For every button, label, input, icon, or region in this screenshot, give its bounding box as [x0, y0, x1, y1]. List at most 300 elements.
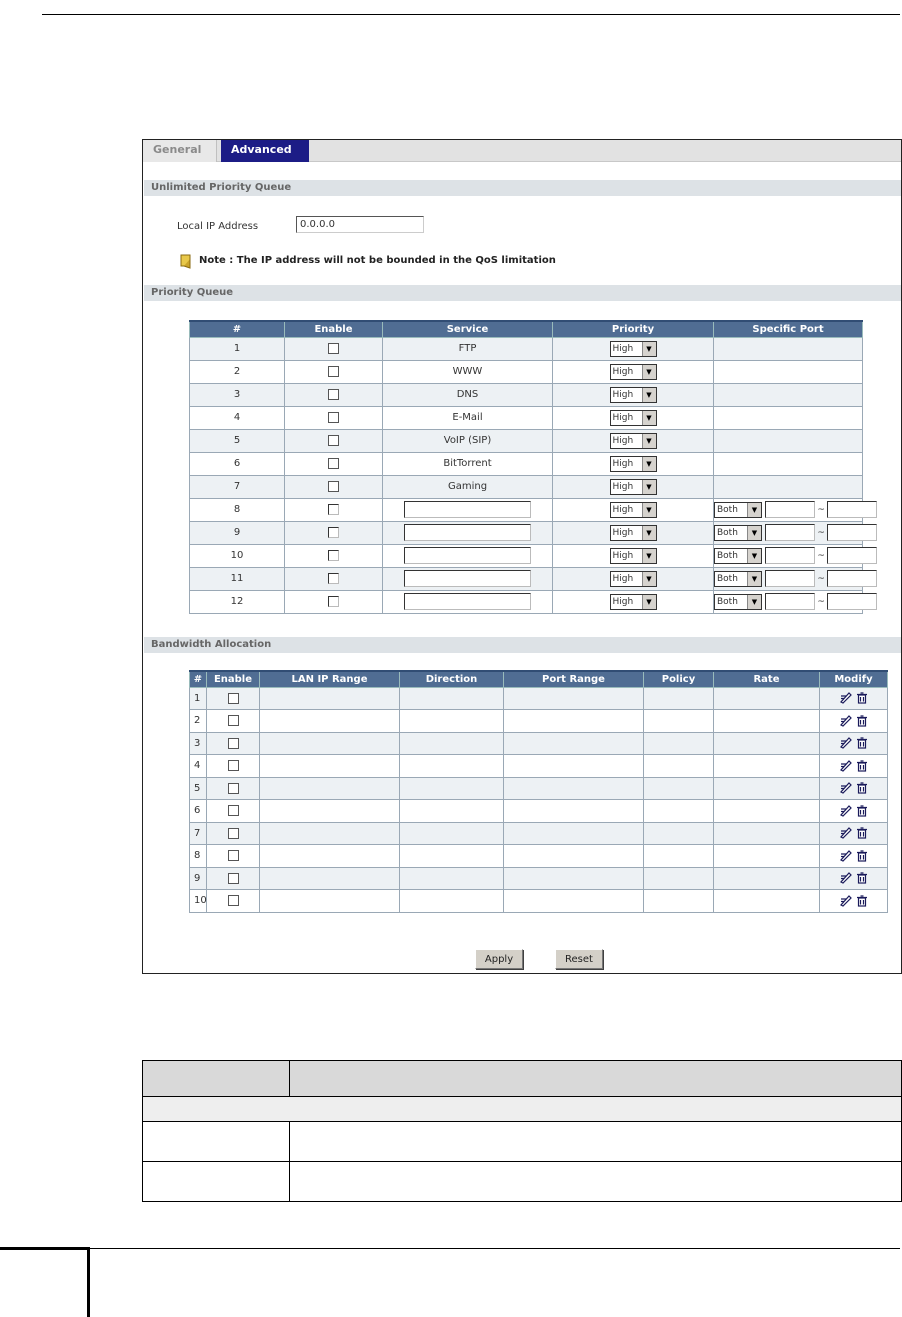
pq-row — [190, 590, 863, 613]
bw-row — [190, 687, 888, 710]
pq-row — [190, 337, 863, 360]
bw-row-policy — [644, 822, 714, 845]
pq-row — [190, 521, 863, 544]
bw-header-lan-ip-range: LAN IP Range — [260, 671, 400, 687]
bw-row-num: 8 — [190, 845, 207, 868]
pq-row — [190, 567, 863, 590]
pq-enable-checkbox[interactable] — [328, 412, 339, 423]
pq-row — [190, 429, 863, 452]
port-range-separator: ~ — [817, 504, 825, 515]
edit-icon[interactable] — [840, 872, 852, 884]
description-table — [142, 1060, 902, 1202]
bw-row-rate — [714, 845, 820, 868]
pq-enable-checkbox[interactable] — [328, 343, 339, 354]
pq-header-enable: Enable — [285, 321, 383, 337]
pq-protocol-select[interactable] — [714, 571, 762, 587]
pq-protocol-value: Both — [717, 596, 738, 607]
pq-row-specific-port-cell — [714, 567, 863, 590]
bw-row-enable-cell — [207, 845, 260, 868]
pq-row — [190, 360, 863, 383]
pq-row-num: 8 — [190, 498, 285, 521]
bw-row-enable-cell — [207, 732, 260, 755]
pq-port-end-input[interactable] — [827, 547, 877, 564]
bw-row-port-range — [504, 822, 644, 845]
pq-row — [190, 406, 863, 429]
qos-advanced-screen — [142, 139, 902, 974]
pq-enable-checkbox[interactable] — [328, 366, 339, 377]
chevron-down-icon[interactable]: ▼ — [642, 411, 656, 425]
pq-header-num: # — [190, 321, 285, 337]
bw-row-enable-cell — [207, 777, 260, 800]
pq-row-priority-cell — [553, 498, 714, 521]
pq-row-priority-cell — [553, 590, 714, 613]
delete-icon[interactable] — [856, 737, 868, 749]
delete-icon[interactable] — [856, 782, 868, 794]
local-ip-input[interactable] — [296, 216, 424, 233]
edit-icon[interactable] — [840, 782, 852, 794]
pq-priority-value: High — [612, 504, 634, 515]
pq-priority-value: High — [612, 366, 634, 377]
bw-row-modify-cell — [820, 777, 888, 800]
pq-row — [190, 475, 863, 498]
doc-row-label — [143, 1122, 290, 1162]
pq-row-priority-cell — [553, 429, 714, 452]
bw-row-enable-cell — [207, 755, 260, 778]
bw-row-enable-cell — [207, 710, 260, 733]
doc-row-label — [143, 1162, 290, 1202]
pq-row-specific-port-cell — [714, 544, 863, 567]
bw-row — [190, 845, 888, 868]
doc-section-row — [143, 1097, 902, 1122]
pq-row-enable-cell — [285, 360, 383, 383]
pq-priority-value: High — [612, 481, 634, 492]
tab-general[interactable]: General — [143, 140, 217, 162]
bw-row-lan-ip-range — [260, 867, 400, 890]
chevron-down-icon[interactable]: ▼ — [747, 595, 761, 609]
note-text: Note : The IP address will not be bounded in the QoS limitation — [199, 255, 556, 266]
doc-row-description — [289, 1162, 901, 1202]
pq-row-specific-port-cell — [714, 590, 863, 613]
priority-queue-table — [189, 320, 863, 614]
pq-port-end-input[interactable] — [827, 570, 877, 587]
bw-row-direction — [400, 867, 504, 890]
bw-row-direction — [400, 755, 504, 778]
pq-row-service-cell — [383, 498, 553, 521]
pq-row-enable-cell — [285, 475, 383, 498]
pq-priority-value: High — [612, 527, 634, 538]
delete-icon[interactable] — [856, 805, 868, 817]
delete-icon[interactable] — [856, 715, 868, 727]
bw-enable-checkbox[interactable] — [228, 693, 239, 704]
delete-icon[interactable] — [856, 692, 868, 704]
pq-row-service: DNS — [383, 383, 553, 406]
bw-row — [190, 890, 888, 913]
delete-icon[interactable] — [856, 760, 868, 772]
bw-row-num: 1 — [190, 687, 207, 710]
bw-row — [190, 867, 888, 890]
bw-row-enable-cell — [207, 822, 260, 845]
pq-header-service: Service — [383, 321, 553, 337]
chevron-down-icon[interactable]: ▼ — [642, 365, 656, 379]
bw-row — [190, 777, 888, 800]
pq-protocol-select[interactable] — [714, 525, 762, 541]
bw-row-port-range — [504, 710, 644, 733]
pq-protocol-value: Both — [717, 550, 738, 561]
pq-enable-checkbox[interactable] — [328, 435, 339, 446]
bw-row-direction — [400, 710, 504, 733]
bw-row-lan-ip-range — [260, 822, 400, 845]
pq-enable-checkbox[interactable] — [328, 458, 339, 469]
bw-header-rate: Rate — [714, 671, 820, 687]
pq-row-priority-cell — [553, 521, 714, 544]
pq-row-num: 3 — [190, 383, 285, 406]
bw-row-modify-cell — [820, 732, 888, 755]
pq-enable-checkbox[interactable] — [328, 389, 339, 400]
pq-priority-value: High — [612, 389, 634, 400]
pq-port-start-input[interactable] — [765, 501, 815, 518]
pq-row-enable-cell — [285, 544, 383, 567]
bw-row-rate — [714, 890, 820, 913]
pq-protocol-value: Both — [717, 573, 738, 584]
pq-row-priority-cell — [553, 567, 714, 590]
pq-row-enable-cell — [285, 452, 383, 475]
bw-row-direction — [400, 732, 504, 755]
pq-priority-value: High — [612, 458, 634, 469]
pq-protocol-value: Both — [717, 527, 738, 538]
pq-row-service-cell — [383, 544, 553, 567]
pq-row — [190, 452, 863, 475]
bw-row-num: 9 — [190, 867, 207, 890]
pq-row-priority-cell — [553, 360, 714, 383]
pq-service-input[interactable] — [404, 593, 531, 610]
pq-row-service: WWW — [383, 360, 553, 383]
edit-icon[interactable] — [840, 760, 852, 772]
bandwidth-table — [189, 670, 888, 913]
pq-port-end-input[interactable] — [827, 501, 877, 518]
pq-port-start-input[interactable] — [765, 524, 815, 541]
pq-row-priority-cell — [553, 406, 714, 429]
bw-row-lan-ip-range — [260, 710, 400, 733]
pq-row-service: FTP — [383, 337, 553, 360]
bw-row-lan-ip-range — [260, 845, 400, 868]
bw-row-num: 7 — [190, 822, 207, 845]
doc-header-description — [289, 1061, 901, 1097]
bw-row-num: 10 — [190, 890, 207, 913]
bw-row-direction — [400, 777, 504, 800]
tab-advanced[interactable]: Advanced — [221, 140, 309, 162]
bw-row-num: 6 — [190, 800, 207, 823]
pq-row-priority-cell — [553, 475, 714, 498]
pq-priority-select[interactable] — [610, 387, 657, 403]
bw-row-modify-cell — [820, 710, 888, 733]
bw-row-modify-cell — [820, 845, 888, 868]
port-range-separator: ~ — [817, 573, 825, 584]
chevron-down-icon[interactable]: ▼ — [642, 572, 656, 586]
pq-enable-checkbox[interactable] — [328, 550, 339, 561]
chevron-down-icon[interactable]: ▼ — [642, 549, 656, 563]
pq-row-priority-cell — [553, 452, 714, 475]
bw-row-policy — [644, 755, 714, 778]
pq-row-specific-port-cell — [714, 360, 863, 383]
bw-row-lan-ip-range — [260, 890, 400, 913]
bw-row-modify-cell — [820, 755, 888, 778]
pq-priority-select[interactable] — [610, 410, 657, 426]
pq-enable-checkbox[interactable] — [328, 504, 339, 515]
pq-row-num: 10 — [190, 544, 285, 567]
pq-priority-value: High — [612, 596, 634, 607]
pq-row-service: E-Mail — [383, 406, 553, 429]
pq-row-specific-port-cell — [714, 406, 863, 429]
pq-protocol-select[interactable] — [714, 548, 762, 564]
bw-row-policy — [644, 845, 714, 868]
bw-row-enable-cell — [207, 890, 260, 913]
bw-row-lan-ip-range — [260, 777, 400, 800]
pq-priority-value: High — [612, 343, 634, 354]
bw-row-modify-cell — [820, 800, 888, 823]
edit-icon[interactable] — [840, 805, 852, 817]
chevron-down-icon[interactable]: ▼ — [747, 503, 761, 517]
chevron-down-icon[interactable]: ▼ — [642, 503, 656, 517]
edit-icon[interactable] — [840, 850, 852, 862]
bw-header-direction: Direction — [400, 671, 504, 687]
pq-row-enable-cell — [285, 567, 383, 590]
port-range-separator: ~ — [817, 550, 825, 561]
pq-service-input[interactable] — [404, 570, 531, 587]
pq-priority-select[interactable] — [610, 341, 657, 357]
bw-row-rate — [714, 777, 820, 800]
bw-row-direction — [400, 822, 504, 845]
pq-priority-select[interactable] — [610, 479, 657, 495]
pq-port-start-input[interactable] — [765, 593, 815, 610]
pq-port-start-input[interactable] — [765, 570, 815, 587]
bw-row-policy — [644, 732, 714, 755]
chevron-down-icon[interactable]: ▼ — [642, 480, 656, 494]
pq-priority-value: High — [612, 412, 634, 423]
pq-enable-checkbox[interactable] — [328, 527, 339, 538]
edit-icon[interactable] — [840, 715, 852, 727]
pq-row-priority-cell — [553, 383, 714, 406]
pq-row — [190, 383, 863, 406]
bw-row-port-range — [504, 890, 644, 913]
pq-row-enable-cell — [285, 406, 383, 429]
pq-service-input[interactable] — [404, 547, 531, 564]
pq-protocol-value: Both — [717, 504, 738, 515]
tab-bar — [143, 140, 901, 162]
pq-row-service: Gaming — [383, 475, 553, 498]
bw-row-rate — [714, 710, 820, 733]
bw-row-rate — [714, 755, 820, 778]
pq-protocol-select[interactable] — [714, 502, 762, 518]
chevron-down-icon[interactable]: ▼ — [642, 342, 656, 356]
pq-row-enable-cell — [285, 590, 383, 613]
chevron-down-icon[interactable]: ▼ — [747, 526, 761, 540]
reset-button[interactable]: Reset — [555, 949, 603, 969]
bw-row-direction — [400, 890, 504, 913]
pq-row-priority-cell — [553, 544, 714, 567]
pq-priority-select[interactable] — [610, 548, 657, 564]
pq-row — [190, 544, 863, 567]
pq-row-service-cell — [383, 590, 553, 613]
bandwidth-allocation-title: Bandwidth Allocation — [144, 637, 901, 653]
pq-row-specific-port-cell — [714, 498, 863, 521]
bw-enable-checkbox[interactable] — [228, 760, 239, 771]
bw-row-port-range — [504, 800, 644, 823]
pq-row-specific-port-cell — [714, 452, 863, 475]
bw-enable-checkbox[interactable] — [228, 873, 239, 884]
bw-row-rate — [714, 800, 820, 823]
bw-enable-checkbox[interactable] — [228, 805, 239, 816]
chevron-down-icon[interactable]: ▼ — [642, 388, 656, 402]
bw-row-num: 4 — [190, 755, 207, 778]
pq-priority-select[interactable] — [610, 456, 657, 472]
bw-row-rate — [714, 867, 820, 890]
pq-row-service-cell — [383, 567, 553, 590]
bw-row-rate — [714, 687, 820, 710]
bw-row-num: 2 — [190, 710, 207, 733]
bw-row-num: 5 — [190, 777, 207, 800]
bw-row — [190, 822, 888, 845]
pq-row-specific-port-cell — [714, 337, 863, 360]
pq-enable-checkbox[interactable] — [328, 596, 339, 607]
chevron-down-icon[interactable]: ▼ — [642, 526, 656, 540]
bw-row-enable-cell — [207, 867, 260, 890]
bw-row-policy — [644, 800, 714, 823]
chevron-down-icon[interactable]: ▼ — [642, 595, 656, 609]
bw-row-lan-ip-range — [260, 687, 400, 710]
bw-row — [190, 755, 888, 778]
chevron-down-icon[interactable]: ▼ — [747, 572, 761, 586]
bw-enable-checkbox[interactable] — [228, 783, 239, 794]
priority-queue-title: Priority Queue — [144, 285, 901, 301]
bw-enable-checkbox[interactable] — [228, 828, 239, 839]
bw-row-lan-ip-range — [260, 755, 400, 778]
pq-row-num: 5 — [190, 429, 285, 452]
bw-row-modify-cell — [820, 890, 888, 913]
pq-header-specific-port: Specific Port — [714, 321, 863, 337]
edit-icon[interactable] — [840, 692, 852, 704]
pq-row-enable-cell — [285, 337, 383, 360]
pq-row-specific-port-cell — [714, 429, 863, 452]
pq-row-specific-port-cell — [714, 383, 863, 406]
pq-row-num: 1 — [190, 337, 285, 360]
pq-port-end-input[interactable] — [827, 593, 877, 610]
pq-row — [190, 498, 863, 521]
doc-header-label — [143, 1061, 290, 1097]
pq-row-enable-cell — [285, 429, 383, 452]
pq-row-num: 2 — [190, 360, 285, 383]
bw-row-direction — [400, 687, 504, 710]
pq-row-service: BitTorrent — [383, 452, 553, 475]
bw-enable-checkbox[interactable] — [228, 850, 239, 861]
edit-icon[interactable] — [840, 737, 852, 749]
doc-row-description — [289, 1122, 901, 1162]
pq-header-priority: Priority — [553, 321, 714, 337]
note-icon — [180, 254, 193, 269]
bw-row-modify-cell — [820, 822, 888, 845]
pq-row-num: 12 — [190, 590, 285, 613]
bw-row-lan-ip-range — [260, 800, 400, 823]
chevron-down-icon[interactable]: ▼ — [642, 457, 656, 471]
port-range-separator: ~ — [817, 596, 825, 607]
pq-priority-select[interactable] — [610, 571, 657, 587]
bw-row-lan-ip-range — [260, 732, 400, 755]
pq-priority-value: High — [612, 435, 634, 446]
pq-row-service-cell — [383, 521, 553, 544]
bw-row-port-range — [504, 755, 644, 778]
bw-row-port-range — [504, 777, 644, 800]
bw-header-port-range: Port Range — [504, 671, 644, 687]
port-range-separator: ~ — [817, 527, 825, 538]
delete-icon[interactable] — [856, 895, 868, 907]
pq-enable-checkbox[interactable] — [328, 573, 339, 584]
bw-header-num: # — [190, 671, 207, 687]
pq-row-priority-cell — [553, 337, 714, 360]
pq-priority-value: High — [612, 550, 634, 561]
pq-port-start-input[interactable] — [765, 547, 815, 564]
pq-row-enable-cell — [285, 383, 383, 406]
bw-row — [190, 800, 888, 823]
bw-row-policy — [644, 710, 714, 733]
bw-row-enable-cell — [207, 687, 260, 710]
bw-row-policy — [644, 777, 714, 800]
bw-row-policy — [644, 867, 714, 890]
pq-row-num: 11 — [190, 567, 285, 590]
bw-enable-checkbox[interactable] — [228, 715, 239, 726]
local-ip-label: Local IP Address — [177, 221, 259, 232]
bw-row-port-range — [504, 845, 644, 868]
edit-icon[interactable] — [840, 895, 852, 907]
delete-icon[interactable] — [856, 827, 868, 839]
bw-row-enable-cell — [207, 800, 260, 823]
pq-row-num: 6 — [190, 452, 285, 475]
pq-port-end-input[interactable] — [827, 524, 877, 541]
bw-enable-checkbox[interactable] — [228, 738, 239, 749]
pq-priority-select[interactable] — [610, 594, 657, 610]
bw-row-port-range — [504, 732, 644, 755]
pq-priority-select[interactable] — [610, 502, 657, 518]
delete-icon[interactable] — [856, 850, 868, 862]
pq-priority-value: High — [612, 573, 634, 584]
pq-priority-select[interactable] — [610, 525, 657, 541]
pq-service-input[interactable] — [404, 501, 531, 518]
bw-row-rate — [714, 822, 820, 845]
pq-priority-select[interactable] — [610, 433, 657, 449]
pq-service-input[interactable] — [404, 524, 531, 541]
pq-enable-checkbox[interactable] — [328, 481, 339, 492]
bw-header-policy: Policy — [644, 671, 714, 687]
bw-row-port-range — [504, 867, 644, 890]
apply-button[interactable]: Apply — [475, 949, 523, 969]
bw-row — [190, 710, 888, 733]
bw-row-rate — [714, 732, 820, 755]
edit-icon[interactable] — [840, 827, 852, 839]
delete-icon[interactable] — [856, 872, 868, 884]
pq-row-enable-cell — [285, 498, 383, 521]
bw-header-enable: Enable — [207, 671, 260, 687]
chevron-down-icon[interactable]: ▼ — [747, 549, 761, 563]
bw-row-num: 3 — [190, 732, 207, 755]
bw-row-policy — [644, 687, 714, 710]
pq-row-specific-port-cell — [714, 521, 863, 544]
bw-row-modify-cell — [820, 867, 888, 890]
pq-priority-select[interactable] — [610, 364, 657, 380]
chevron-down-icon[interactable]: ▼ — [642, 434, 656, 448]
bw-row — [190, 732, 888, 755]
footer-rule — [90, 1248, 900, 1249]
pq-row-service: VoIP (SIP) — [383, 429, 553, 452]
bw-enable-checkbox[interactable] — [228, 895, 239, 906]
pq-protocol-select[interactable] — [714, 594, 762, 610]
